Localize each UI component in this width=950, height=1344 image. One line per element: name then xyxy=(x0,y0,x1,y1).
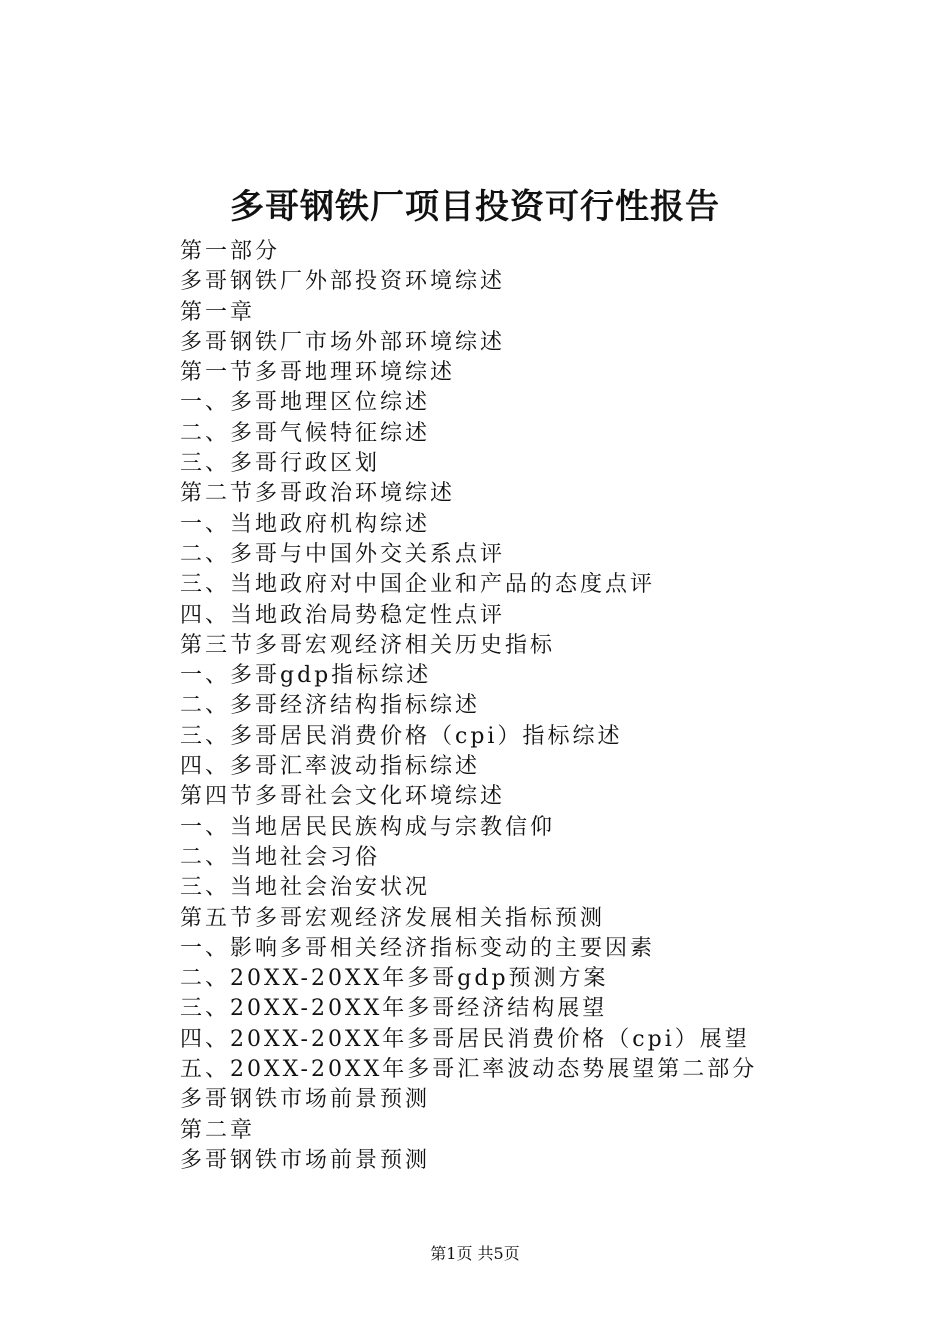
toc-line: 二、多哥经济结构指标综述 xyxy=(180,693,481,719)
document-title: 多哥钢铁厂项目投资可行性报告 xyxy=(230,187,720,227)
toc-line: 第二章 xyxy=(180,1117,256,1143)
toc-line: 二、多哥与中国外交关系点评 xyxy=(180,541,506,567)
toc-line: 多哥钢铁市场前景预测 xyxy=(180,1087,431,1113)
toc-line: 四、20XX-20XX年多哥居民消费价格（cpi）展望 xyxy=(180,1026,750,1052)
page-number-footer: 第1页 共5页 xyxy=(430,1244,520,1263)
toc-line: 第一部分 xyxy=(180,239,281,264)
toc-line: 一、多哥gdp指标综述 xyxy=(180,663,432,689)
toc-line: 第三节多哥宏观经济相关历史指标 xyxy=(180,632,556,658)
toc-line: 三、多哥居民消费价格（cpi）指标综述 xyxy=(180,723,623,749)
toc-line: 三、20XX-20XX年多哥经济结构展望 xyxy=(180,996,608,1022)
toc-line: 三、当地社会治安状况 xyxy=(180,875,431,901)
toc-line: 二、当地社会习俗 xyxy=(180,844,381,870)
toc-line: 多哥钢铁厂外部投资环境综述 xyxy=(180,269,506,295)
toc-line: 第五节多哥宏观经济发展相关指标预测 xyxy=(180,905,606,931)
toc-line: 二、20XX-20XX年多哥gdp预测方案 xyxy=(180,966,609,992)
table-of-contents xyxy=(180,237,880,1176)
toc-line: 多哥钢铁市场前景预测 xyxy=(180,1147,431,1173)
toc-line: 第一节多哥地理环境综述 xyxy=(180,360,456,386)
toc-line: 一、当地居民民族构成与宗教信仰 xyxy=(180,814,556,840)
toc-line: 三、当地政府对中国企业和产品的态度点评 xyxy=(180,572,656,598)
toc-line: 五、20XX-20XX年多哥汇率波动态势展望第二部分 xyxy=(180,1057,758,1083)
toc-line: 一、影响多哥相关经济指标变动的主要因素 xyxy=(180,935,656,961)
toc-line: 四、当地政治局势稳定性点评 xyxy=(180,602,506,628)
toc-line: 二、多哥气候特征综述 xyxy=(180,420,431,446)
toc-line: 第一章 xyxy=(180,299,256,325)
toc-line: 四、多哥汇率波动指标综述 xyxy=(180,754,481,780)
toc-line: 多哥钢铁厂市场外部环境综述 xyxy=(180,329,506,355)
toc-line: 第二节多哥政治环境综述 xyxy=(180,481,456,507)
toc-line: 一、当地政府机构综述 xyxy=(180,511,431,537)
toc-line: 第四节多哥社会文化环境综述 xyxy=(180,784,506,810)
toc-line: 三、多哥行政区划 xyxy=(180,451,381,477)
toc-line: 一、多哥地理区位综述 xyxy=(180,390,431,416)
